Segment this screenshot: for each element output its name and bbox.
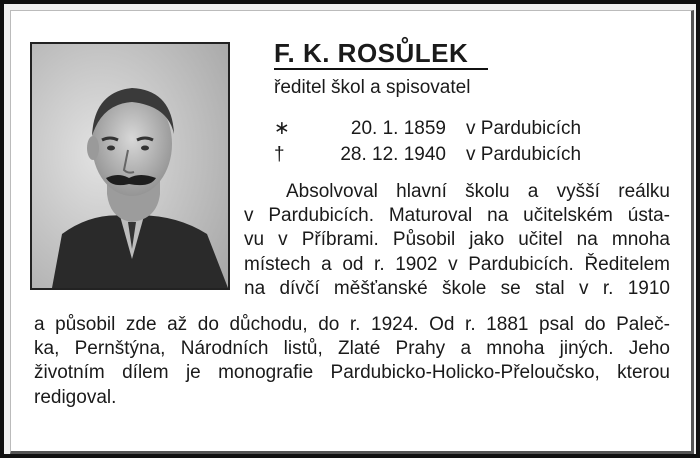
death-place: v Pardubicích [466,144,582,165]
portrait-image [32,44,228,288]
bio-line: životním dílem je monografie Pardubicko-Holicko-Přeloučsko, kterou [34,362,670,384]
bio-line: vu v Příbrami. Působil jako učitel na mnoha [244,229,670,251]
person-name: F. K. ROSŮLEK [274,38,469,68]
bio-line: Absolvoval hlavní školu a vyšší reálku [286,181,670,202]
person-role: ředitel škol a spisovatel [274,77,471,98]
bio-line: na dívčí měšťanské škole se stal v r. 1910 [244,277,670,299]
biography-text-lower [34,313,670,410]
portrait-photo [30,42,230,290]
bio-line: v Pardubicích. Maturoval na učitelském ústa- [244,205,670,227]
bio-line: redigoval. [34,386,117,408]
birth-date: 20. 1. 1859 [350,118,446,139]
death-symbol: † [274,144,285,165]
death-date: 28. 12. 1940 [340,144,446,165]
birth-place: v Pardubicích [466,118,582,139]
bio-line: a působil zde až do důchodu, do r. 1924. Od r. 1881 psal do Paleč- [34,314,670,335]
name-underline [274,68,488,70]
bio-line: ka, Pernštýna, Národních listů, Zlaté Prahy a mnoha jiných. Jeho [34,338,670,360]
bio-line: místech a od r. 1902 v Pardubicích. Ředitelem [244,253,670,275]
biography-text-upper [244,180,670,301]
birth-symbol: ∗ [274,118,290,139]
